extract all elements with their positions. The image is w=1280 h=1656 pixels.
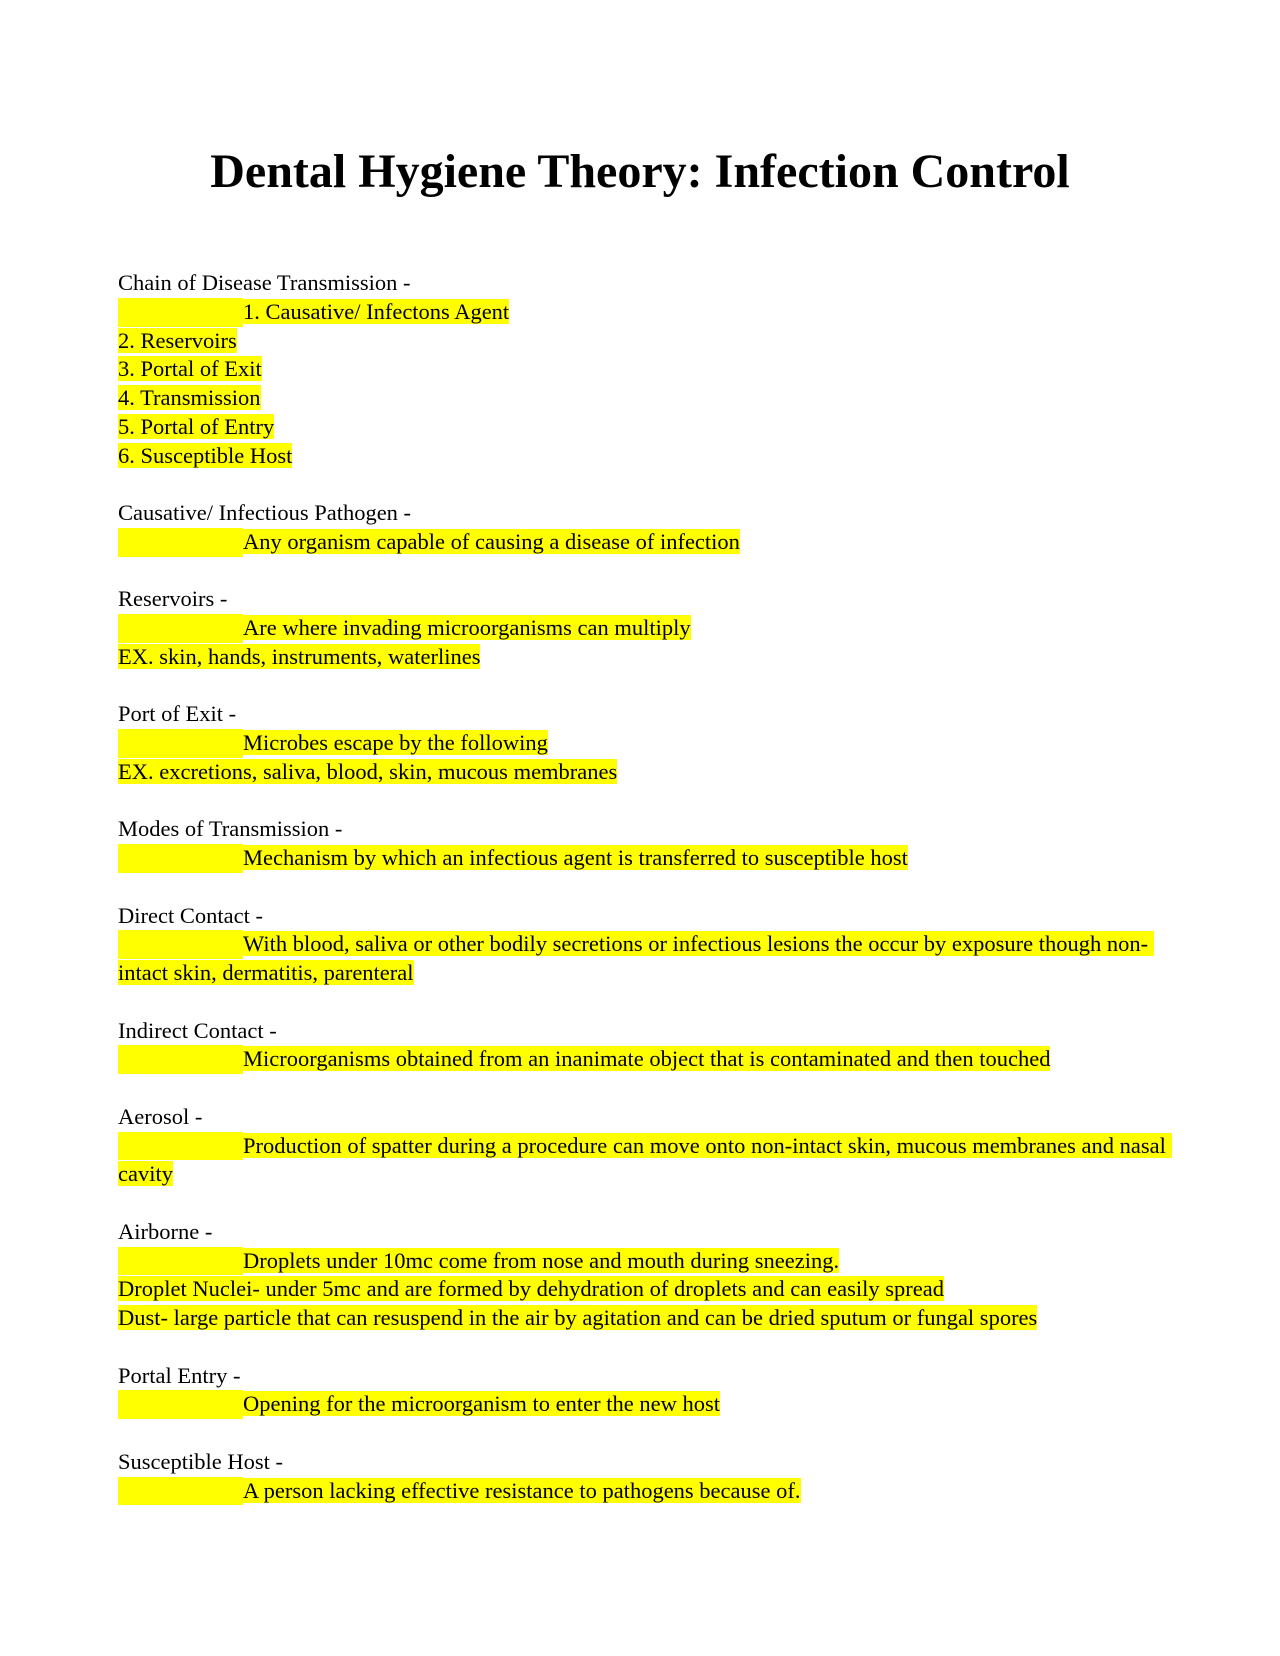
section-heading: Chain of Disease Transmission - — [118, 270, 411, 295]
section-heading: Airborne - — [118, 1218, 213, 1244]
section-body — [118, 930, 1168, 988]
body-line: With blood, saliva or other bodily secretions or infectious lesions the occur by exposure though non- intact skin, dermatitis, parenteral — [118, 931, 1154, 985]
body-line: 1. Causative/ Infectons Agent — [243, 298, 510, 324]
body-line: Dust- large particle that can resuspend in the air by agitation and can be dried sputum or fungal spores — [118, 1305, 1038, 1330]
section-aerosol — [118, 1103, 1172, 1189]
section-portal-entry — [118, 1362, 1168, 1420]
section-body — [118, 528, 1168, 557]
body-line: 3. Portal of Exit — [118, 356, 262, 382]
section-body — [118, 1045, 1168, 1074]
body-line: Mechanism by which an infectious agent is transferred to susceptible host — [243, 845, 908, 870]
section-heading: Portal Entry - — [118, 1362, 241, 1388]
section-heading: Indirect Contact - — [118, 1017, 277, 1043]
body-line: 5. Portal of Entry — [118, 413, 275, 439]
section-body — [118, 1132, 1172, 1190]
body-line: Are where invading microorganisms can multiply — [243, 615, 691, 640]
body-line: Droplet Nuclei- under 5mc and are formed by dehydration of droplets and can easily spread — [118, 1276, 944, 1302]
body-line: EX. skin, hands, instruments, waterlines — [118, 643, 481, 669]
section-body — [118, 614, 1168, 672]
section-causative-pathogen — [118, 499, 1168, 557]
section-chain-of-disease-transmission — [118, 269, 1168, 470]
section-heading: Direct Contact - — [118, 902, 263, 928]
section-heading: Modes of Transmission - — [118, 816, 343, 842]
body-line: EX. excretions, saliva, blood, skin, mucous membranes — [118, 758, 618, 784]
body-line: Droplets under 10mc come from nose and mouth during sneezing. — [243, 1247, 840, 1273]
section-body — [118, 1390, 1168, 1419]
section-body — [118, 729, 1168, 787]
section-body — [118, 298, 1168, 471]
section-body — [118, 1247, 1168, 1333]
section-heading: Reservoirs - — [118, 586, 228, 612]
body-line: 6. Susceptible Host — [118, 442, 293, 468]
body-line: Any organism capable of causing a disease of infection — [243, 528, 740, 554]
body-line: A person lacking effective resistance to pathogens because of. — [243, 1477, 801, 1503]
section-body — [118, 844, 1168, 873]
body-line: 2. Reservoirs — [118, 327, 237, 353]
section-susceptible-host — [118, 1448, 1168, 1506]
section-heading: Susceptible Host - — [118, 1448, 283, 1474]
section-port-of-exit — [118, 700, 1168, 786]
body-line: Microorganisms obtained from an inanimate object that is contaminated and then touched — [243, 1046, 1051, 1072]
body-line: 4. Transmission — [118, 385, 261, 410]
section-modes-of-transmission — [118, 815, 1168, 873]
body-line: Microbes escape by the following — [243, 730, 548, 755]
document-title: Dental Hygiene Theory: Infection Control — [210, 145, 1070, 198]
document-body — [118, 269, 1172, 1534]
section-heading: Aerosol - — [118, 1103, 203, 1129]
section-indirect-contact — [118, 1017, 1168, 1075]
section-heading: Port of Exit - — [118, 701, 237, 727]
section-reservoirs — [118, 585, 1168, 671]
body-line: Opening for the microorganism to enter the new host — [243, 1391, 720, 1417]
body-line: Production of spatter during a procedure can move onto non-intact skin, mucous membranes and nasal cavity — [118, 1132, 1172, 1187]
section-body — [118, 1477, 1168, 1506]
section-heading: Causative/ Infectious Pathogen - — [118, 500, 412, 525]
section-airborne — [118, 1218, 1168, 1333]
section-direct-contact — [118, 902, 1168, 988]
